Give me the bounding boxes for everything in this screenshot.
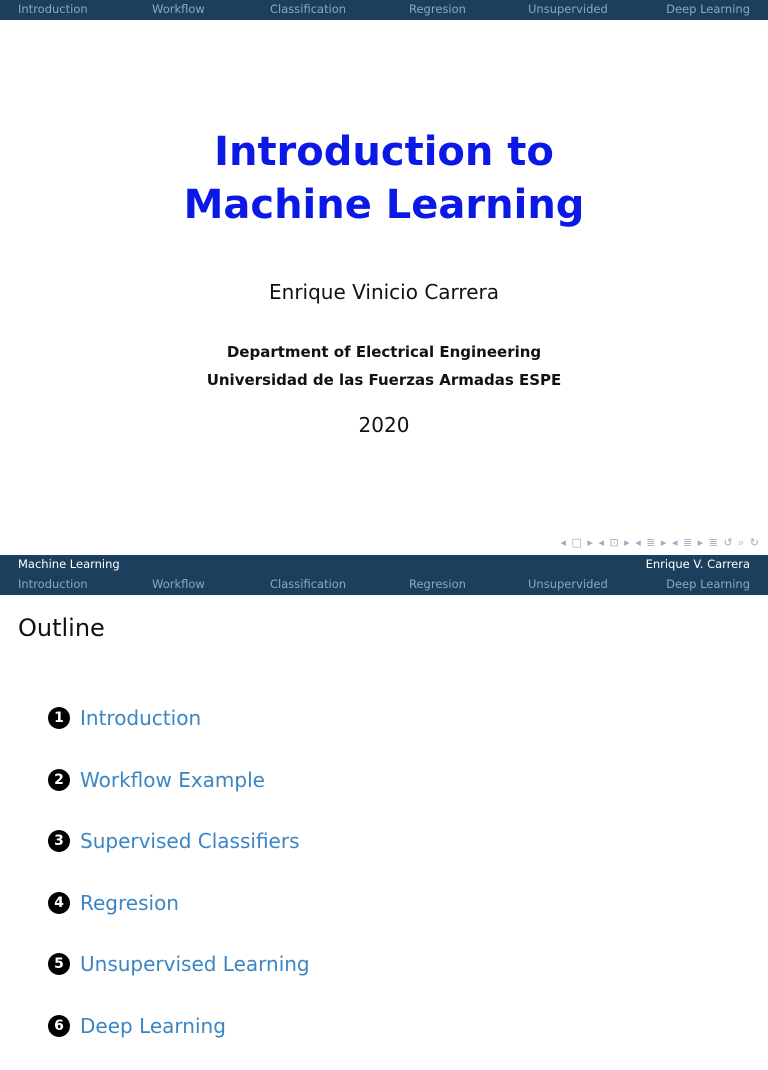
nav-link-deep-learning[interactable]: Deep Learning — [666, 2, 750, 16]
number-bullet-icon: 1 — [48, 707, 70, 729]
outline-link[interactable]: Unsupervised Learning — [80, 952, 310, 977]
header-short-title: Machine Learning — [18, 557, 120, 571]
outline-item-supervised[interactable] — [48, 823, 310, 885]
title-line-2: Machine Learning — [183, 182, 585, 228]
nav-link-regresion[interactable]: Regresion — [409, 577, 466, 591]
outline-item-introduction[interactable] — [48, 700, 310, 762]
section-navbar — [0, 0, 768, 20]
header-author: Enrique V. Carrera — [645, 557, 750, 571]
title-line-1: Introduction to — [214, 129, 554, 175]
presentation-year: 2020 — [358, 413, 410, 437]
outline-item-unsupervised[interactable] — [48, 946, 310, 1008]
outline-item-workflow[interactable] — [48, 762, 310, 824]
nav-link-introduction[interactable]: Introduction — [18, 2, 88, 16]
outline-item-deep-learning[interactable] — [48, 1008, 310, 1070]
nav-link-introduction[interactable]: Introduction — [18, 577, 88, 591]
outline-list — [48, 700, 310, 1070]
number-bullet-icon: 5 — [48, 953, 70, 975]
outline-link[interactable]: Workflow Example — [80, 767, 265, 792]
number-bullet-icon: 2 — [48, 769, 70, 791]
nav-link-deep-learning[interactable]: Deep Learning — [666, 577, 750, 591]
author-name: Enrique Vinicio Carrera — [269, 280, 499, 304]
department-name: Department of Electrical Engineering — [226, 343, 542, 361]
nav-link-regresion[interactable]: Regresion — [409, 2, 466, 16]
outline-link[interactable]: Introduction — [80, 706, 202, 730]
nav-link-unsupervided[interactable]: Unsupervided — [528, 2, 608, 16]
outline-item-regresion[interactable] — [48, 885, 310, 947]
nav-link-classification[interactable]: Classification — [270, 577, 347, 591]
number-bullet-icon: 3 — [48, 830, 70, 852]
institution-block — [0, 338, 768, 394]
number-bullet-icon: 4 — [48, 892, 70, 914]
nav-link-workflow[interactable]: Workflow — [152, 577, 205, 591]
frame-title: Outline — [18, 614, 105, 642]
nav-link-unsupervided[interactable]: Unsupervided — [528, 577, 608, 591]
presentation-title — [0, 126, 768, 232]
section-navbar-2 — [0, 575, 768, 595]
outline-link[interactable]: Supervised Classifiers — [80, 829, 300, 854]
outline-link[interactable]: Deep Learning — [80, 1013, 226, 1038]
university-name: Universidad de las Fuerzas Armadas ESPE — [206, 371, 562, 389]
nav-link-workflow[interactable]: Workflow — [152, 2, 205, 16]
nav-link-classification[interactable]: Classification — [270, 2, 347, 16]
number-bullet-icon: 6 — [48, 1015, 70, 1037]
outline-link[interactable]: Regresion — [80, 890, 179, 915]
beamer-navigation-controls[interactable]: ◂ □ ▸ ◂ ⊡ ▸ ◂ ≣ ▸ ◂ ≣ ▸ ≣ ↺ ⌕ ↻ — [560, 536, 760, 549]
info-bar — [0, 555, 768, 575]
